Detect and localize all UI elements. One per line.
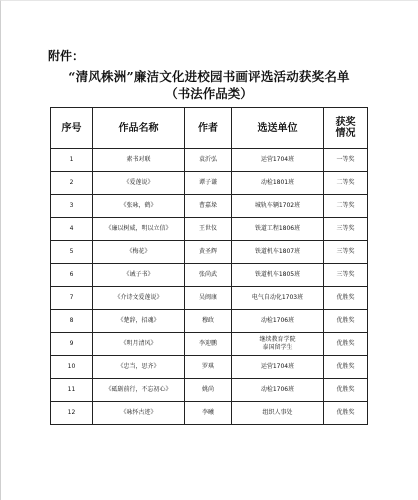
cell-work-name: 《介诗文爱莲说》 — [93, 287, 185, 310]
cell-work-name: 《诫子书》 — [93, 264, 185, 287]
cell-award: 三等奖 — [324, 218, 368, 241]
cell-award: 优胜奖 — [324, 379, 368, 402]
cell-award: 优胜奖 — [324, 310, 368, 333]
cell-work-name: 《明月清风》 — [93, 333, 185, 356]
cell-award: 优胜奖 — [324, 402, 368, 425]
cell-author: 李迎鹏 — [185, 333, 232, 356]
cell-unit: 动检1706班 — [232, 379, 324, 402]
table-row — [51, 172, 368, 195]
award-table — [50, 107, 368, 425]
cell-author: 姚尚 — [185, 379, 232, 402]
document-title: “清风株洲”廉洁文化进校园书画评选活动获奖名单 — [68, 69, 350, 84]
cell-author: 袁沂弘 — [185, 149, 232, 172]
table-row — [51, 287, 368, 310]
cell-unit: 运营1704班 — [232, 149, 324, 172]
cell-work-name: 《张咏，鹤》 — [93, 195, 185, 218]
cell-author: 张尚武 — [185, 264, 232, 287]
header-award-text: 获奖情况 — [335, 117, 356, 139]
cell-award: 二等奖 — [324, 172, 368, 195]
cell-award: 优胜奖 — [324, 333, 368, 356]
table-row — [51, 195, 368, 218]
cell-no: 3 — [51, 195, 93, 218]
table-header-row — [51, 108, 368, 149]
cell-author: 李曦 — [185, 402, 232, 425]
cell-award: 三等奖 — [324, 264, 368, 287]
cell-award: 优胜奖 — [324, 287, 368, 310]
table-row — [51, 310, 368, 333]
cell-no: 10 — [51, 356, 93, 379]
cell-unit: 动检1706班 — [232, 310, 324, 333]
header-work-name: 作品名称 — [93, 108, 185, 149]
attachment-label: 附件： — [48, 49, 85, 63]
cell-unit: 继续教育学院 泰国留学生 — [232, 333, 324, 356]
header-award — [324, 108, 368, 149]
cell-no: 7 — [51, 287, 93, 310]
cell-work-name: 《梅花》 — [93, 241, 185, 264]
cell-no: 8 — [51, 310, 93, 333]
table-row — [51, 402, 368, 425]
table-row — [51, 218, 368, 241]
cell-no: 1 — [51, 149, 93, 172]
cell-no: 2 — [51, 172, 93, 195]
table-row — [51, 264, 368, 287]
cell-work-name: 《咏怀古迹》 — [93, 402, 185, 425]
cell-no: 11 — [51, 379, 93, 402]
cell-award: 一等奖 — [324, 149, 368, 172]
table-row — [51, 356, 368, 379]
cell-unit: 组织人事处 — [232, 402, 324, 425]
cell-unit: 铁道机车1807班 — [232, 241, 324, 264]
cell-no: 12 — [51, 402, 93, 425]
cell-award: 三等奖 — [324, 241, 368, 264]
cell-no: 6 — [51, 264, 93, 287]
cell-author: 黄圣辉 — [185, 241, 232, 264]
table-row — [51, 149, 368, 172]
cell-author: 王世仪 — [185, 218, 232, 241]
cell-author: 吴闽康 — [185, 287, 232, 310]
cell-unit: 运营1704班 — [232, 356, 324, 379]
cell-no: 4 — [51, 218, 93, 241]
cell-author: 曹嘉垛 — [185, 195, 232, 218]
cell-award: 优胜奖 — [324, 356, 368, 379]
cell-work-name: 素书对联 — [93, 149, 185, 172]
header-author: 作者 — [185, 108, 232, 149]
cell-author: 谭子谦 — [185, 172, 232, 195]
cell-unit: 铁道工程1806班 — [232, 218, 324, 241]
cell-unit: 铁道机车1805班 — [232, 264, 324, 287]
header-no: 序号 — [51, 108, 93, 149]
cell-work-name: 《爱莲说》 — [93, 172, 185, 195]
cell-award: 二等奖 — [324, 195, 368, 218]
document-subtitle: （书法作品类） — [165, 86, 253, 101]
cell-work-name: 《砥砺前行，不忘初心》 — [93, 379, 185, 402]
table-row — [51, 241, 368, 264]
cell-no: 9 — [51, 333, 93, 356]
table-row — [51, 379, 368, 402]
cell-unit: 电气自动化1703班 — [232, 287, 324, 310]
cell-unit: 城轨车辆1702班 — [232, 195, 324, 218]
cell-unit: 动检1801班 — [232, 172, 324, 195]
cell-work-name: 《忠当，思齐》 — [93, 356, 185, 379]
table-row — [51, 333, 368, 356]
cell-author: 罗琪 — [185, 356, 232, 379]
cell-work-name: 《廉以树威，明以立信》 — [93, 218, 185, 241]
cell-work-name: 《楚辞，招魂》 — [93, 310, 185, 333]
cell-author: 穆政 — [185, 310, 232, 333]
cell-no: 5 — [51, 241, 93, 264]
header-unit: 选送单位 — [232, 108, 324, 149]
